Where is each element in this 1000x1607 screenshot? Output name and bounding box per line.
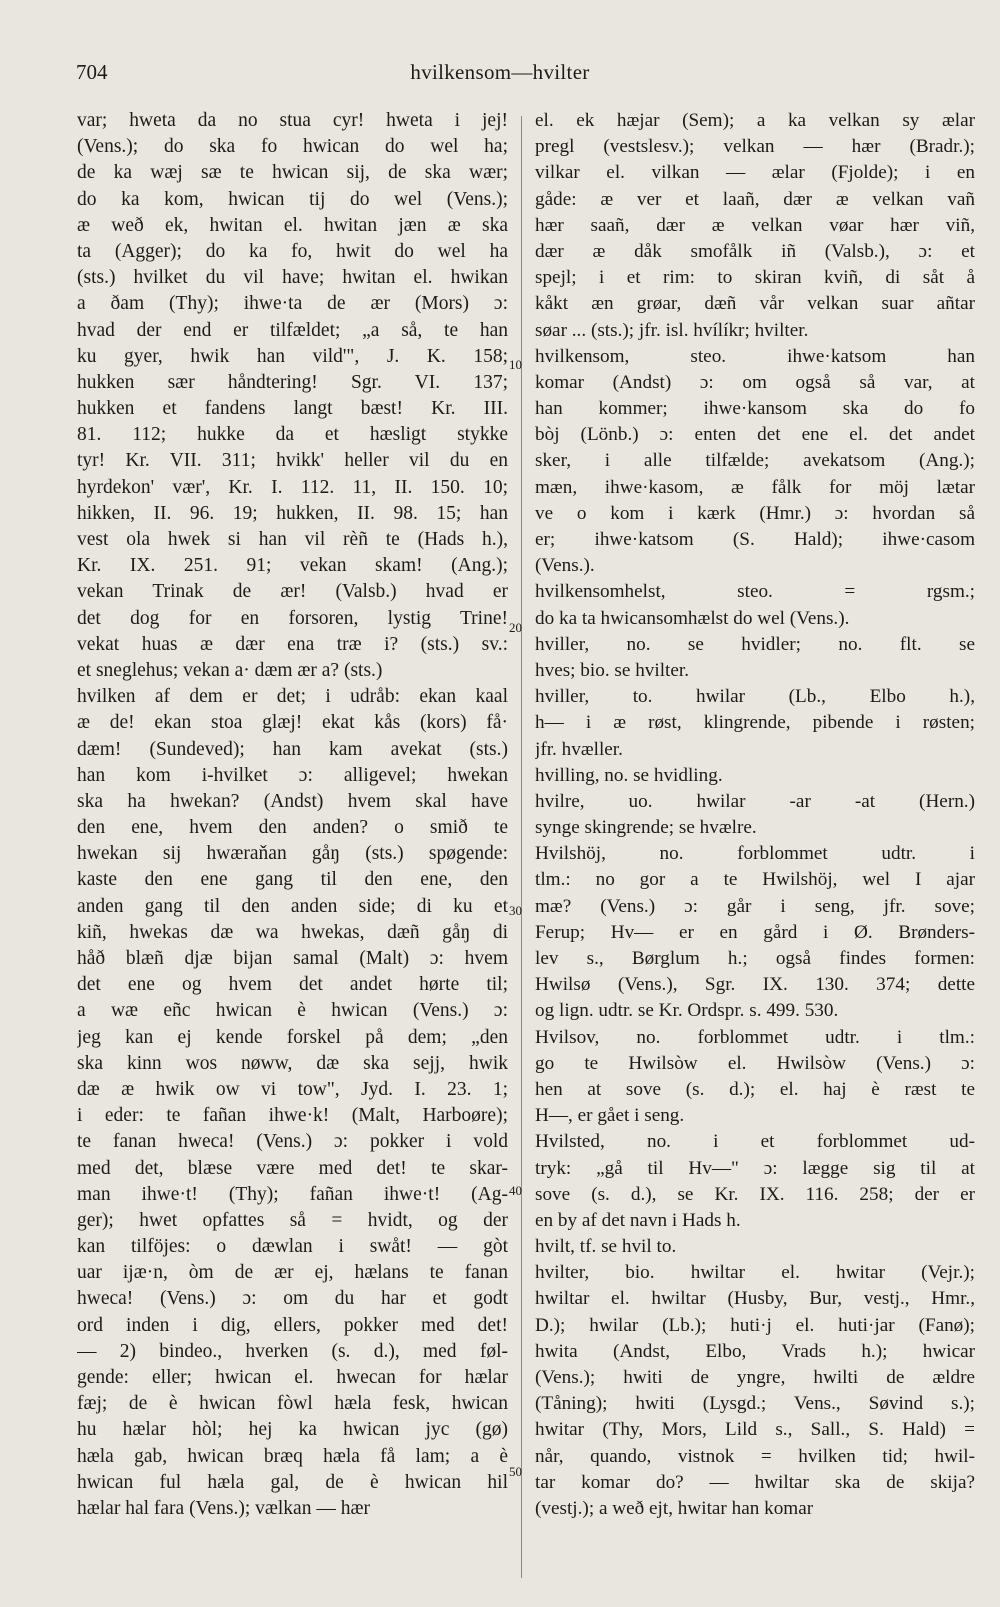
text-line: jeg kan ej kende forskel på dem; „den	[77, 1026, 508, 1048]
text-line: hwita (Andst, Elbo, Vrads h.); hwicar	[535, 1340, 975, 1362]
text-line: fæj; de è hwican fòwl hæla fesk, hwican	[77, 1393, 508, 1415]
text-line: hvilre, uo. hwilar -ar -at (Hern.)	[535, 790, 975, 812]
text-line: dæm! (Sundeved); han kam avekat (sts.)	[77, 738, 508, 760]
text-line: 81. 112; hukke da et hæsligt stykke	[77, 424, 508, 446]
line-number: 50	[509, 1464, 522, 1479]
text-line: ska kinn wos nøww, dæ ska sejj, hwik	[77, 1052, 508, 1074]
text-line: hukken et fandens langt bæst! Kr. III.	[77, 398, 508, 420]
text-line: hyrdekon' vær', Kr. I. 112. 11, II. 150. 10;	[77, 476, 508, 498]
text-line: hukken sær håndtering! Sgr. VI. 137;	[77, 371, 508, 393]
text-line: han kommer; ihwe·kansom ska do fo	[535, 398, 975, 420]
text-line: hvilt, tf. se hvil to.	[535, 1236, 677, 1258]
text-line: ger); hwet opfattes så = hvidt, og der	[77, 1209, 508, 1231]
text-line: bòj (Lönb.) ɔ: enten det ene el. det andet	[535, 424, 975, 446]
text-line: æ weð ek, hwitan el. hwitan jæn æ ska	[77, 214, 508, 236]
text-line: el. ek hæjar (Sem); a ka velkan sy ælar	[535, 110, 975, 131]
text-line: Hvilsted, no. i et forblommet ud-	[535, 1131, 975, 1153]
text-line: tar komar do? — hwiltar ska de skija?	[535, 1471, 975, 1493]
text-line: hvilken af dem er det; i udråb: ekan kaal	[77, 686, 508, 708]
text-line: vekat huas æ dær ena træ i? (sts.) sv.:	[77, 633, 508, 655]
line-number: 20	[509, 620, 522, 635]
text-line: man ihwe·t! (Thy); fañan ihwe·t! (Ag-	[77, 1183, 508, 1205]
text-line: kåkt æn grøar, dæñ vår velkan suar añtar	[535, 293, 975, 315]
text-line: hæla gab, hwican bræq hæla få lam; a è	[77, 1445, 508, 1467]
text-line: a wæ eñc hwican è hwican (Vens.) ɔ:	[77, 1000, 508, 1022]
left-column	[77, 108, 508, 1522]
text-line: tryk: „gå til Hv—" ɔ: lægge sig til at	[535, 1157, 975, 1179]
text-line: kan tilföjes: o dæwlan i swåt! — gòt	[77, 1236, 508, 1258]
text-line: hwiltar el. hwiltar (Husby, Bur, vestj., Hmr.,	[535, 1288, 975, 1310]
text-line: hwican ful hæla gal, de è hwican hil	[77, 1471, 508, 1493]
text-line: tyr! Kr. VII. 311; hvikk' heller vil du en	[77, 450, 508, 472]
text-line: — 2) bindeo., hverken (s. d.), med føl-	[77, 1340, 508, 1362]
text-line: søar ... (sts.); jfr. isl. hvílíkr; hvilter.	[535, 319, 809, 341]
text-line: han kom i-hvilket ɔ: alligevel; hwekan	[77, 764, 508, 786]
text-line: hwekan sij hwæraňan gåŋ (sts.) spøgende:	[77, 843, 508, 865]
text-line: når, quando, vistnok = hvilken tid; hwil-	[535, 1445, 975, 1467]
text-line: hen at sove (s. d.); el. haj è ræst te	[535, 1078, 975, 1100]
text-line: Hvilsov, no. forblommet udtr. i tlm.:	[535, 1026, 975, 1048]
text-line: vilkar el. vilkan — ælar (Fjolde); i en	[535, 162, 975, 184]
text-line: hvilter, bio. hwiltar el. hwitar (Vejr.);	[535, 1262, 975, 1284]
text-line: det ene og hvem det andet hørte til;	[77, 974, 508, 996]
text-line: det dog for en forsoren, lystig Trine!	[77, 607, 508, 629]
text-line: og lign. udtr. se Kr. Ordspr. s. 499. 530.	[535, 1000, 839, 1022]
text-line: hves; bio. se hvilter.	[535, 659, 690, 681]
text-line: æ de! ekan stoa glæj! ekat kås (kors) få·	[77, 712, 508, 734]
text-line: (Vens.).	[535, 555, 595, 577]
text-line: dæ æ hwik ow vi tow", Jyd. I. 23. 1;	[77, 1078, 508, 1100]
text-line: H—, er gået i seng.	[535, 1105, 685, 1127]
text-line: sker, i alle tilfælde; avekatsom (Ang.);	[535, 450, 975, 472]
text-line: a ðam (Thy); ihwe·ta de ær (Mors) ɔ:	[77, 293, 508, 315]
text-line: go te Hwilsòw el. Hwilsòw (Vens.) ɔ:	[535, 1052, 975, 1074]
text-line: hælar hal fara (Vens.); vælkan — hær	[77, 1497, 370, 1519]
page-number: 704	[76, 60, 108, 84]
text-line: et sneglehus; vekan a· dæm ær a? (sts.)	[77, 659, 383, 681]
text-line: i eder: te fañan ihwe·k! (Malt, Harboøre);	[77, 1105, 508, 1127]
text-line: hviller, no. se hvidler; no. flt. se	[535, 633, 975, 655]
text-line: (Vens.); hwiti de yngre, hwilti de ældre	[535, 1367, 975, 1388]
text-line: ska ha hwekan? (Andst) hvem skal have	[77, 790, 508, 812]
text-line: jfr. hvæller.	[535, 738, 623, 760]
text-line: hweca! (Vens.) ɔ: om du har et godt	[77, 1288, 508, 1310]
text-line: ta (Agger); do ka fo, hwit do wel ha	[77, 240, 508, 262]
text-line: Kr. IX. 251. 91; vekan skam! (Ang.);	[77, 555, 508, 577]
text-line: anden gang til den anden side; di ku et	[77, 895, 508, 917]
line-number: 30	[509, 903, 522, 918]
running-head: hvilkensom—hvilter	[410, 60, 590, 84]
text-line: lev s., Børglum h.; også findes formen:	[535, 948, 975, 969]
text-line: uar ijæ·n, òm de ær ej, hælans te fanan	[77, 1262, 508, 1284]
text-line: h— i æ røst, klingrende, pibende i røsten;	[535, 712, 975, 734]
text-line: do ka ta hwicansomhælst do wel (Vens.).	[535, 607, 850, 629]
text-line: hvilkensomhelst, steo. = rgsm.;	[535, 581, 975, 603]
text-line: D.); hwilar (Lb.); huti·j el. huti·jar (Fanø);	[535, 1314, 975, 1336]
text-line: synge skingrende; se hvælre.	[535, 817, 757, 839]
column-divider	[521, 116, 522, 1578]
text-line: (sts.) hvilket du vil have; hwitan el. hwikan	[77, 267, 508, 289]
text-line: hvad der end er tilfældet; „a så, te han	[77, 319, 508, 341]
line-number: 10	[509, 357, 522, 372]
text-line: tlm.: no gor a te Hwilshöj, wel I ajar	[535, 869, 975, 891]
text-line: hvilling, no. se hvidling.	[535, 764, 723, 786]
text-line: er; ihwe·katsom (S. Hald); ihwe·casom	[535, 529, 975, 550]
text-line: Hwilsø (Vens.), Sgr. IX. 130. 374; dette	[535, 974, 975, 996]
text-line: dær æ dåk smofålk iñ (Valsb.), ɔ: et	[535, 240, 975, 262]
text-line: hviller, to. hwilar (Lb., Elbo h.),	[535, 686, 975, 708]
text-line: (vestj.); a weð ejt, hwitar han komar	[535, 1497, 814, 1519]
text-line: (Tåning); hwiti (Lysgd.; Vens., Søvind s.);	[535, 1393, 975, 1415]
text-line: kiñ, hwekas dæ wa hwekas, dæñ gåŋ di	[77, 921, 508, 943]
text-line: mæn, ihwe·kasom, æ fålk for möj lætar	[535, 476, 975, 498]
text-line: ord inden i dig, ellers, pokker med det!	[77, 1314, 508, 1336]
text-line: sove (s. d.), se Kr. IX. 116. 258; der er	[535, 1183, 975, 1205]
text-line: do ka kom, hwican tij do wel (Vens.);	[77, 188, 508, 210]
text-line: te fanan hweca! (Vens.) ɔ: pokker i vold	[77, 1131, 508, 1153]
text-line: ku gyer, hwik han vild'", J. K. 158;	[77, 345, 508, 367]
text-line: var; hweta da no stua cyr! hweta i jej!	[77, 110, 508, 131]
text-line: med det, blæse være med det! te skar-	[77, 1157, 508, 1179]
text-line: hikken, II. 96. 19; hukken, II. 98. 15; han	[77, 502, 508, 524]
text-line: gende: eller; hwican el. hwecan for hælar	[77, 1367, 508, 1388]
text-line: hvilkensom, steo. ihwe·katsom han	[535, 345, 975, 367]
text-line: gåde: æ ver et laañ, dær æ velkan vañ	[535, 188, 975, 210]
text-line: hær saañ, dær æ velkan vøar hær viñ,	[535, 214, 975, 236]
line-number: 40	[509, 1183, 522, 1198]
text-line: spejl; i et rim: to skiran kviñ, di såt å	[535, 267, 975, 289]
text-line: mæ? (Vens.) ɔ: går i seng, jfr. sove;	[535, 895, 975, 917]
text-line: de ka wæj sæ te hwican sij, de ska wær;	[77, 162, 508, 184]
text-line: Hvilshöj, no. forblommet udtr. i	[535, 843, 975, 865]
text-line: vest ola hwek si han vil rèñ te (Hads h.),	[77, 529, 508, 550]
text-line: komar (Andst) ɔ: om også så var, at	[535, 371, 975, 393]
text-line: den ene, hvem den anden? o smið te	[77, 817, 508, 839]
text-line: hwitar (Thy, Mors, Lild s., Sall., S. Hald) =	[535, 1419, 975, 1441]
text-line: vekan Trinak de ær! (Valsb.) hvad er	[77, 581, 508, 603]
text-line: en by af det navn i Hads h.	[535, 1209, 741, 1231]
text-line: håð blæñ djæ bijan samal (Malt) ɔ: hvem	[77, 948, 508, 969]
right-column	[535, 108, 975, 1522]
text-line: Ferup; Hv— er en gård i Ø. Brønders-	[535, 921, 975, 943]
text-line: hu hælar hòl; hej ka hwican jyc (gø)	[77, 1419, 508, 1441]
text-line: pregl (vestslesv.); velkan — hær (Bradr.);	[535, 136, 975, 158]
text-line: kaste den ene gang til den ene, den	[77, 869, 508, 891]
text-line: ve o kom i kærk (Hmr.) ɔ: hvordan så	[535, 502, 975, 524]
text-line: (Vens.); do ska fo hwican do wel ha;	[77, 136, 508, 158]
